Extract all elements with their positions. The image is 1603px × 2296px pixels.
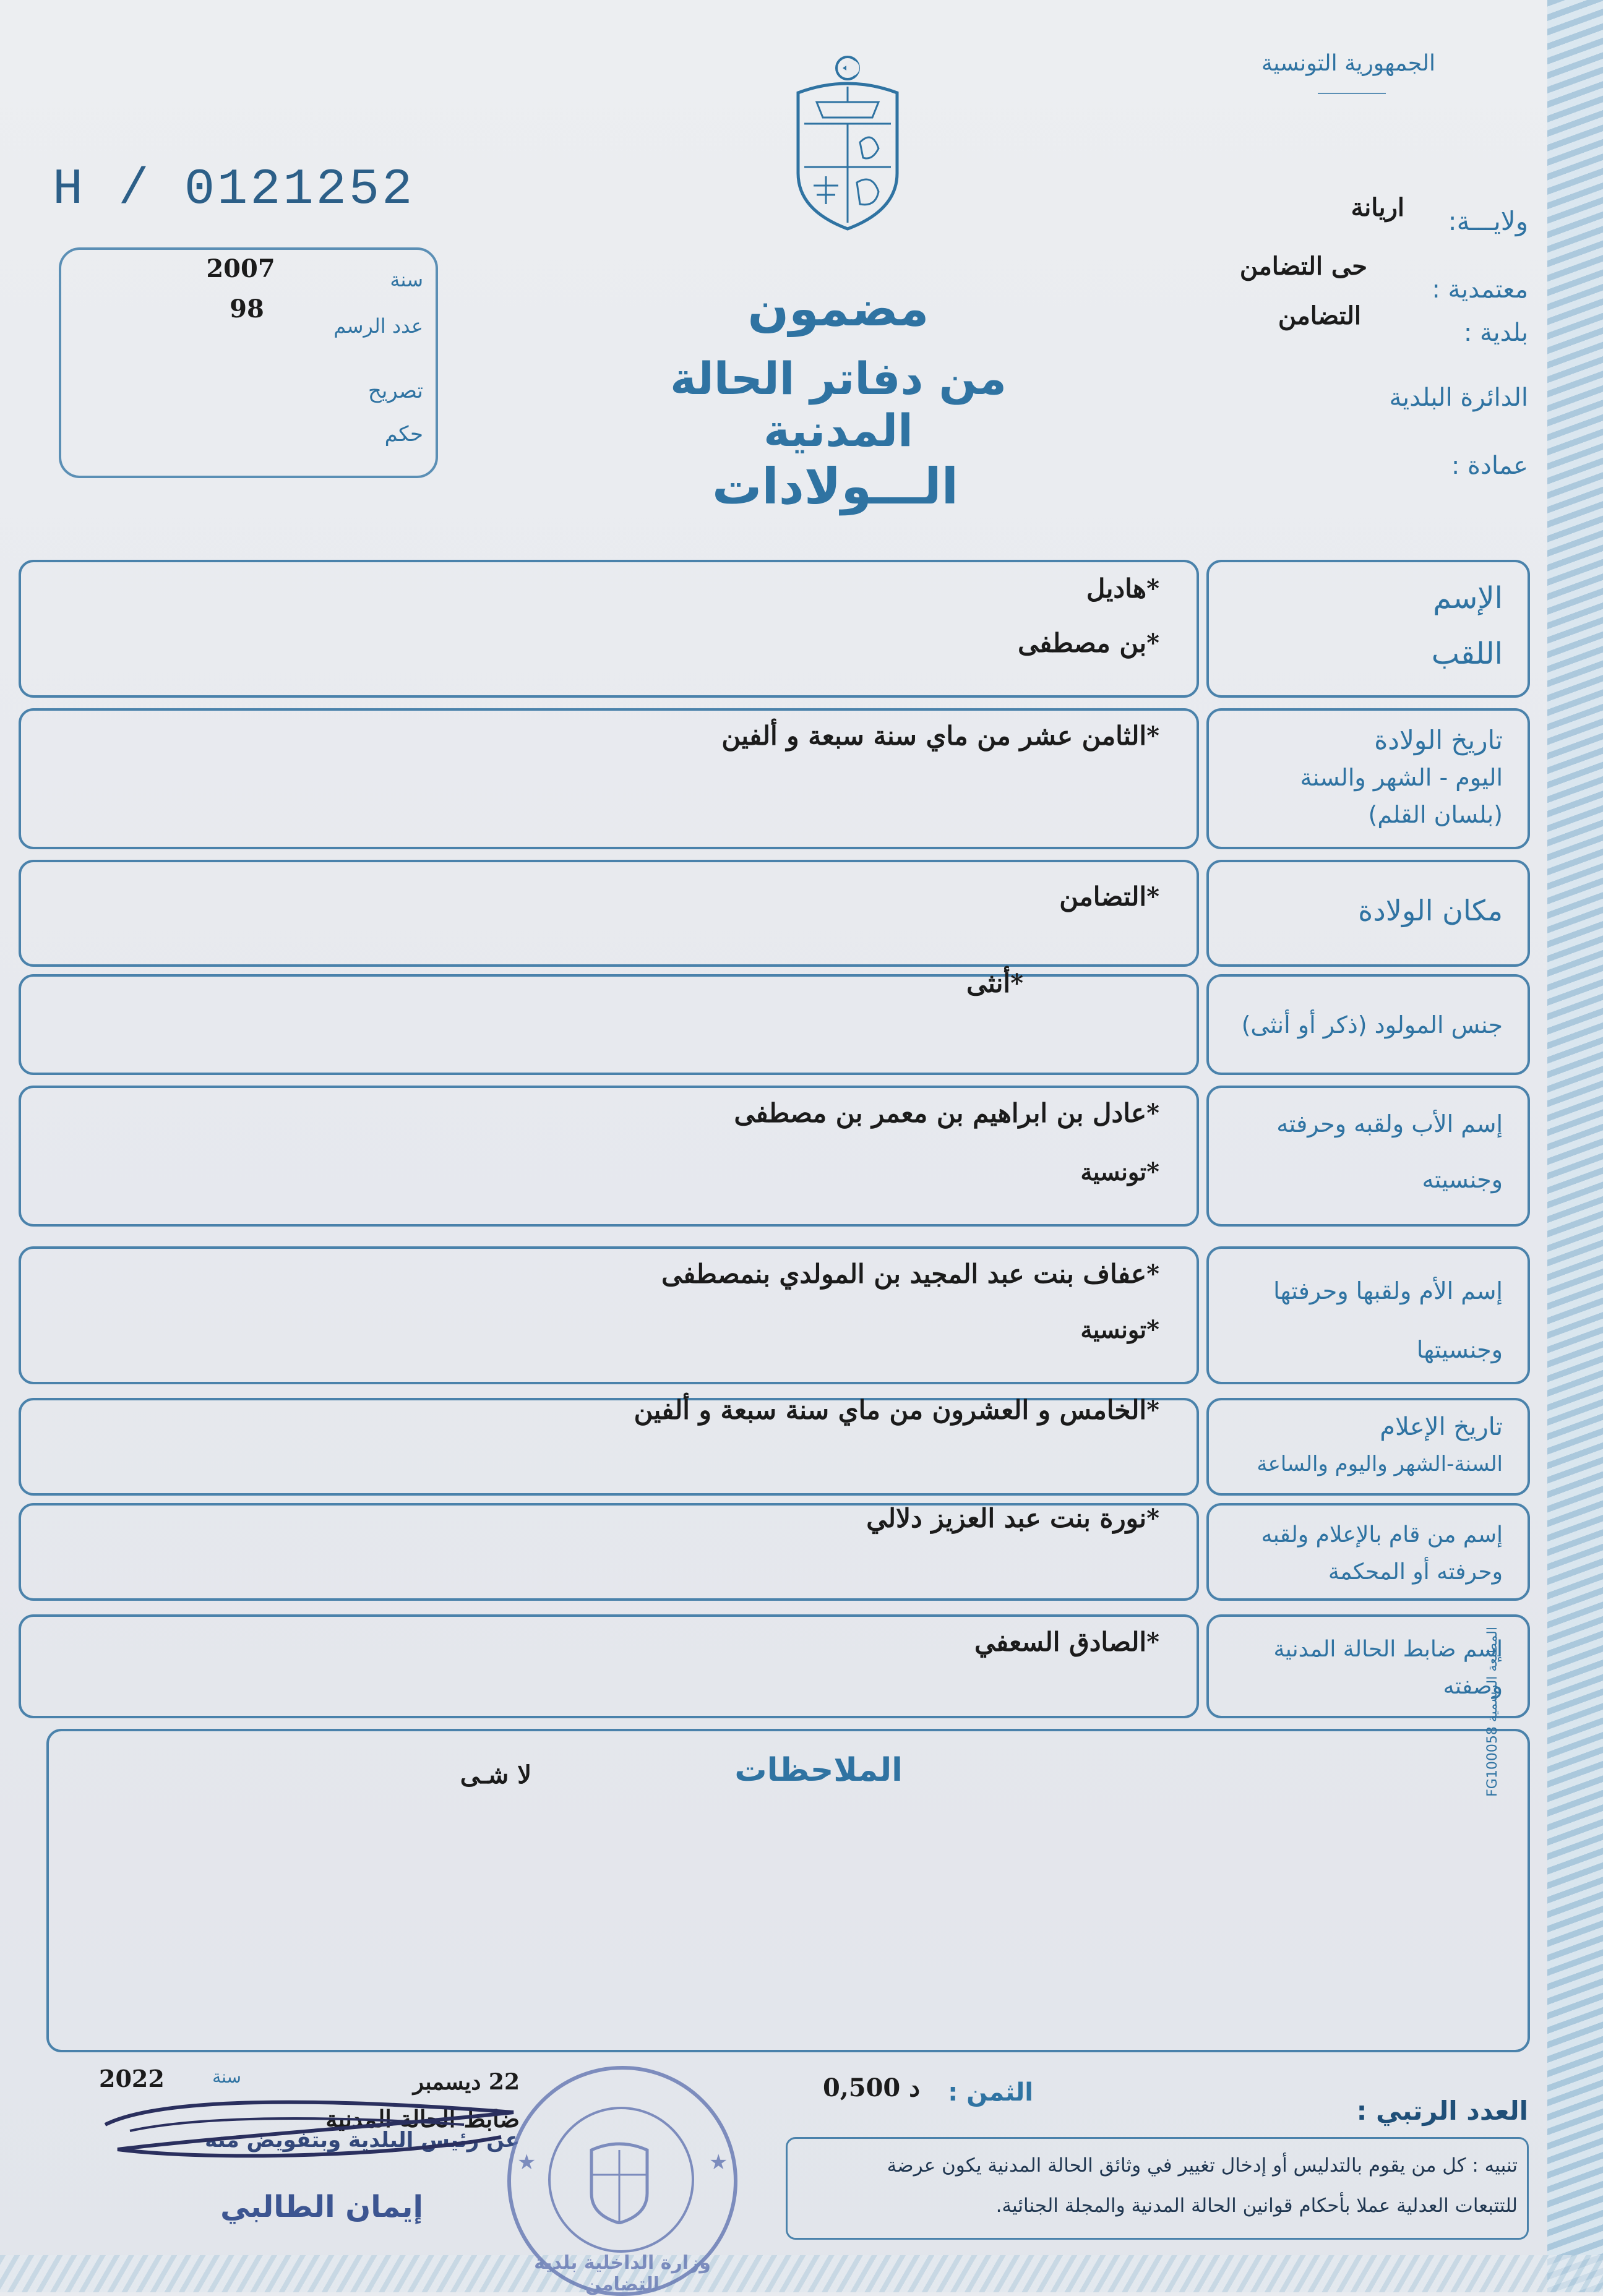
serial-number: H / 0121252	[53, 161, 415, 218]
baladiya-label: بلدية :	[1463, 319, 1528, 347]
stamp-text: وزارة الداخلية بلدية التضامن	[534, 2252, 711, 2295]
field-name-box	[19, 560, 1199, 698]
declaration-date-sublabel: السنة-الشهر واليوم والساعة	[1257, 1452, 1503, 1476]
document-subtitle: من دفاتر الحالة المدنية	[670, 353, 1007, 456]
register-year-value: 2007	[206, 254, 275, 283]
register-year-label: سنة	[390, 268, 423, 291]
wilaya-value: اريانة	[1351, 193, 1404, 222]
imada-label: عمادة :	[1451, 452, 1528, 480]
declaration-date-value: *الخامس و العشرون من ماي سنة سبعة و ألفين	[634, 1395, 1159, 1425]
birthdate-label: تاريخ الولادة	[1374, 725, 1503, 755]
label-birthdate-box	[1206, 708, 1530, 849]
remarks-box	[46, 1729, 1530, 2052]
remarks-label: الملاحظات	[734, 1752, 903, 1789]
declaration-date-label: تاريخ الإعلام	[1380, 1413, 1503, 1441]
label-birthplace-box	[1206, 860, 1530, 967]
price-label: الثمن :	[948, 2078, 1033, 2107]
field-declaration-date-box	[19, 1395, 1199, 1496]
birthdate-value: *الثامن عشر من ماي سنة سبعة و ألفين	[721, 721, 1159, 751]
sex-label: جنس المولود (ذكر أو أنثى)	[1241, 1011, 1503, 1039]
remarks-value: لا شـى	[460, 1760, 531, 1789]
stamp-star-icon-right: ★	[709, 2150, 728, 2175]
coat-of-arms-icon	[786, 49, 909, 235]
label-officer-box	[1206, 1614, 1530, 1718]
mother-label-line2: وجنسيتها	[1416, 1336, 1503, 1363]
official-stamp	[507, 2066, 737, 2296]
legal-notice-line2: للتتبعات العدلية عملا بأحكام قوانين الحالة المدنية والمجلة الجنائية.	[995, 2195, 1518, 2217]
footer-officer-line2: عن رئيس البلدية وبتفويض منه	[205, 2128, 520, 2152]
footer-officer-title: ضابط الحالة المدنية	[325, 2105, 520, 2133]
mother-nationality-value: *تونسية	[1080, 1315, 1159, 1344]
declaration-label: تصريح	[367, 379, 423, 403]
sex-value: *أنثى	[966, 968, 1023, 998]
daira-label: الدائرة البلدية	[1389, 383, 1528, 412]
wilaya-label: ولايـــة:	[1448, 206, 1528, 236]
republic-underline	[1318, 93, 1386, 94]
field-sex-box	[19, 968, 1199, 1075]
mootamadiya-value: حى التضامن	[1239, 252, 1367, 281]
serial-number-label: العدد الرتبي :	[1356, 2096, 1528, 2126]
register-box	[59, 247, 438, 478]
baladiya-value: التضامن	[1278, 301, 1361, 330]
footer-year-value: 2022	[99, 2065, 165, 2093]
label-father-box	[1206, 1086, 1530, 1227]
field-mother-box	[19, 1246, 1199, 1384]
security-border-bottom	[0, 2255, 1603, 2292]
birthdate-note: (بلسان القلم)	[1368, 801, 1503, 828]
label-name-box	[1206, 560, 1530, 698]
label-mother-box	[1206, 1246, 1530, 1384]
declarant-label: إسم من قام بالإعلام ولقبه	[1261, 1522, 1503, 1548]
mootamadiya-label: معتمدية :	[1432, 275, 1528, 304]
section-title: الـــولادات	[711, 458, 959, 515]
mother-name-value: *عفاف بنت عبد المجيد بن المولدي بنمصطفى	[661, 1259, 1159, 1289]
handwritten-signature	[93, 2088, 526, 2174]
field-birthdate-box	[19, 708, 1199, 849]
stamp-emblem-icon	[585, 2138, 653, 2224]
republic-heading: الجمهورية التونسية	[1261, 51, 1435, 76]
register-number-label: عدد الرسم	[333, 314, 423, 338]
father-name-value: *عادل بن ابراهيم بن معمر بن مصطفى	[734, 1098, 1159, 1128]
field-declarant-box	[19, 1503, 1199, 1601]
document-title: مضمون	[747, 281, 929, 337]
signatory-name: إيمان الطالبي	[220, 2190, 423, 2224]
footer-year-label: سنة	[212, 2067, 241, 2087]
judgment-label: حكم	[384, 422, 423, 447]
father-nationality-value: *تونسية	[1080, 1157, 1159, 1186]
security-border-right	[1547, 0, 1603, 2292]
label-sex-box	[1206, 974, 1530, 1075]
field-father-box	[19, 1086, 1199, 1227]
officer-label: إسم ضابط الحالة المدنية	[1273, 1637, 1503, 1662]
field-birthplace-box	[19, 860, 1199, 967]
label-declarant-box	[1206, 1503, 1530, 1601]
price-value: 0,500 د	[823, 2073, 920, 2102]
label-declaration-date-box	[1206, 1398, 1530, 1496]
footer-date-value: 22 ديسمبر	[413, 2069, 520, 2095]
birthdate-sublabel: اليوم - الشهر والسنة	[1300, 764, 1503, 791]
mother-label: إسم الأم ولقبها وحرفتها	[1273, 1277, 1503, 1304]
field-officer-box	[19, 1614, 1199, 1718]
birthplace-value: *التضامن	[1059, 881, 1159, 912]
birthplace-label: مكان الولادة	[1358, 894, 1503, 927]
officer-label-line2: وصفته	[1443, 1674, 1503, 1699]
printer-mark: المطبعة الرسمية FG100058	[1485, 1627, 1500, 1797]
stamp-star-icon-left: ★	[517, 2150, 536, 2175]
declarant-label-line2: وحرفته أو المحكمة	[1328, 1559, 1503, 1585]
surname-label: اللقب	[1431, 636, 1503, 671]
first-name-label: الإسم	[1433, 581, 1503, 615]
legal-notice-box	[786, 2137, 1529, 2240]
surname-value: *بن مصطفى	[1018, 628, 1159, 658]
officer-value: *الصادق السعفي	[974, 1627, 1159, 1657]
declarant-value: *نورة بنت عبد العزيز دلالي	[866, 1503, 1159, 1533]
father-label: إسم الأب ولقبه وحرفته	[1276, 1110, 1503, 1137]
father-label-line2: وجنسيته	[1422, 1166, 1503, 1193]
first-name-value: *هاديل	[1086, 573, 1159, 604]
legal-notice-line1: تنبيه : كل من يقوم بالتدليس أو إدخال تغيير في وثائق الحالة المدنية يكون عرضة	[887, 2154, 1518, 2177]
register-number-value: 98	[230, 294, 264, 323]
